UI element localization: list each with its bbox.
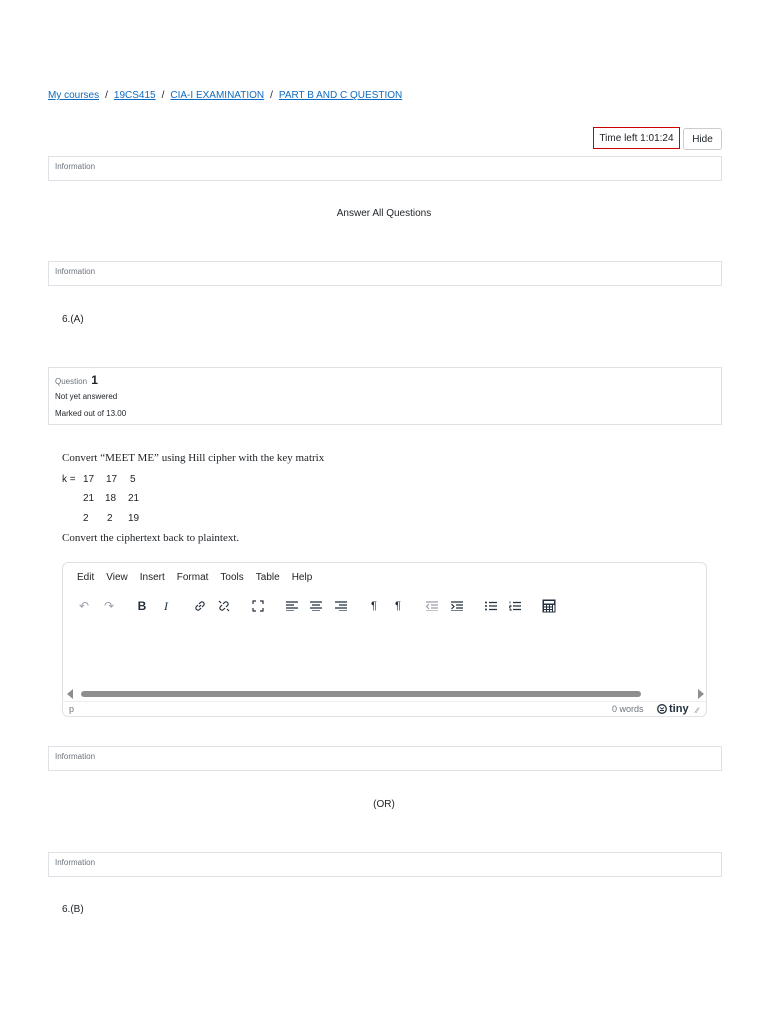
question-status: Not yet answered (55, 392, 118, 401)
question-marks: Marked out of 13.00 (55, 409, 127, 418)
question-number: Question 1 (55, 373, 98, 387)
breadcrumb (48, 90, 402, 101)
matrix-cell: 17 (83, 474, 95, 485)
breadcrumb-separator: / (270, 90, 273, 101)
breadcrumb-exam[interactable]: CIA-I EXAMINATION (170, 90, 265, 101)
matrix-cell: 2 (107, 513, 113, 524)
menu-edit[interactable]: Edit (77, 572, 95, 583)
matrix-cell: 21 (128, 493, 140, 504)
menu-table[interactable]: Table (255, 572, 280, 583)
link-icon[interactable] (191, 597, 209, 615)
question-text: Convert “MEET ME” using Hill cipher with the key matrix (62, 452, 325, 464)
tiny-icon (657, 704, 667, 714)
hide-timer-button[interactable]: Hide (683, 128, 722, 150)
rtl-icon[interactable]: ¶ (395, 600, 401, 612)
unlink-icon[interactable] (215, 597, 233, 615)
breadcrumb-separator: / (105, 90, 108, 101)
matrix-cell: 18 (105, 493, 117, 504)
menu-insert[interactable]: Insert (139, 572, 165, 583)
or-separator: (OR) (373, 799, 395, 810)
scroll-right-icon[interactable] (698, 689, 704, 699)
scroll-left-icon[interactable] (67, 689, 73, 699)
menu-view[interactable]: View (106, 572, 128, 583)
editor-menubar (77, 572, 312, 583)
editor-statusbar (63, 701, 706, 717)
question-info-panel (48, 367, 722, 425)
information-box (48, 746, 722, 771)
bold-icon[interactable]: B (137, 599, 147, 613)
element-path[interactable]: p (69, 704, 75, 714)
instruction-text: Answer All Questions (336, 208, 432, 219)
editor-horizontal-scrollbar[interactable] (67, 689, 704, 699)
resize-handle-icon[interactable]: ∕∕ (696, 706, 699, 715)
breadcrumb-separator: / (161, 90, 165, 101)
fullscreen-icon[interactable] (249, 597, 267, 615)
tiny-logo[interactable]: tiny (657, 703, 689, 715)
matrix-cell: 21 (83, 493, 95, 504)
time-left-display: Time left 1:01:24 (593, 127, 680, 149)
indent-icon[interactable] (448, 597, 466, 615)
menu-format[interactable]: Format (176, 572, 209, 583)
scrollbar-thumb[interactable] (81, 691, 641, 697)
word-count[interactable]: 0 words (612, 704, 644, 714)
information-label: Information (55, 267, 96, 276)
matrix-cell: 17 (106, 474, 118, 485)
menu-help[interactable]: Help (291, 572, 313, 583)
matrix-cell: 5 (130, 474, 136, 485)
section-label-6b: 6.(B) (62, 904, 84, 915)
align-left-icon[interactable] (283, 597, 301, 615)
menu-tools[interactable]: Tools (220, 572, 244, 583)
align-center-icon[interactable] (307, 597, 325, 615)
undo-icon[interactable]: ↶ (78, 599, 90, 613)
matrix-cell: 2 (83, 513, 89, 524)
ltr-icon[interactable]: ¶ (371, 600, 377, 612)
calculator-icon[interactable] (540, 597, 558, 615)
bullet-list-icon[interactable] (482, 597, 500, 615)
breadcrumb-my-courses[interactable]: My courses (48, 90, 100, 101)
breadcrumb-course[interactable]: 19CS415 (113, 90, 156, 101)
answer-editor[interactable] (62, 562, 707, 717)
question-text-2: Convert the ciphertext back to plaintext. (62, 532, 240, 544)
information-label: Information (55, 752, 96, 761)
information-box (48, 156, 722, 181)
information-label: Information (55, 162, 96, 171)
align-right-icon[interactable] (332, 597, 350, 615)
numbered-list-icon[interactable] (506, 597, 524, 615)
matrix-label: k = (62, 474, 76, 485)
information-box (48, 261, 722, 286)
breadcrumb-part[interactable]: PART B AND C QUESTION (278, 90, 403, 101)
outdent-icon[interactable] (423, 597, 441, 615)
redo-icon[interactable]: ↷ (103, 599, 115, 613)
matrix-cell: 19 (128, 513, 140, 524)
information-label: Information (55, 858, 96, 867)
section-label-6a: 6.(A) (62, 314, 84, 325)
italic-icon[interactable]: I (164, 598, 168, 613)
information-box (48, 852, 722, 877)
